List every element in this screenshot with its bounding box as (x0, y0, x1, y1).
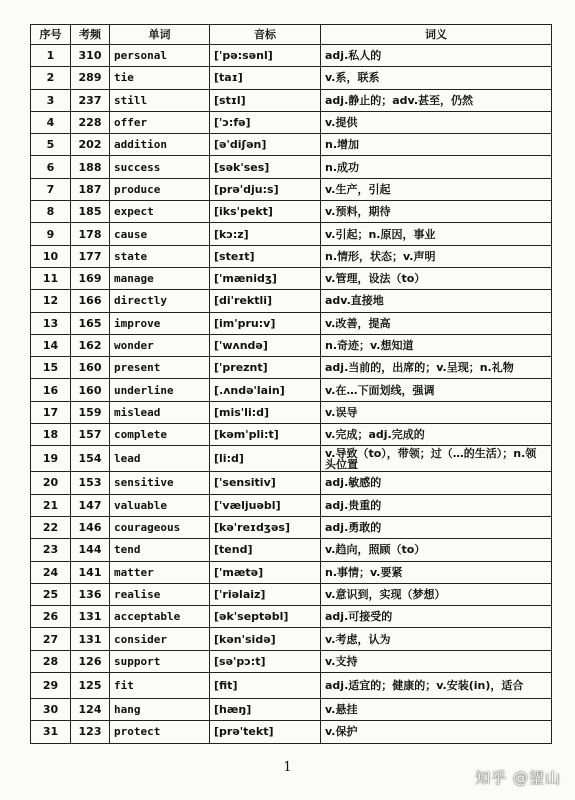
cell-frequency: 160 (71, 357, 110, 379)
table-row (31, 721, 552, 743)
table-row (31, 290, 552, 312)
cell-phonetic: [prə'tekt] (210, 721, 321, 743)
cell-word: valuable (110, 494, 210, 516)
cell-frequency: 126 (71, 650, 110, 672)
cell-word: improve (110, 312, 210, 334)
cell-word: state (110, 245, 210, 267)
header-word: 单词 (110, 25, 210, 45)
cell-definition: n.事情；v.要紧 (321, 561, 552, 583)
cell-definition: n.成功 (321, 156, 552, 178)
cell-phonetic: ['sensitiv] (210, 472, 321, 494)
cell-number: 31 (31, 721, 71, 743)
table-row (31, 673, 552, 699)
cell-number: 24 (31, 561, 71, 583)
cell-number: 4 (31, 111, 71, 133)
cell-frequency: 147 (71, 494, 110, 516)
table-row (31, 245, 552, 267)
cell-phonetic: [sək'ses] (210, 156, 321, 178)
cell-phonetic: ['ɔ:fə] (210, 111, 321, 133)
table-row (31, 67, 552, 89)
cell-number: 17 (31, 401, 71, 423)
cell-word: acceptable (110, 606, 210, 628)
cell-definition: n.奇迹；v.想知道 (321, 334, 552, 356)
table-row (31, 267, 552, 289)
cell-phonetic: [steɪt] (210, 245, 321, 267)
watermark: 知乎 @望山 (475, 769, 561, 787)
cell-definition: v.意识到，实现（梦想） (321, 583, 552, 605)
cell-frequency: 123 (71, 721, 110, 743)
cell-phonetic: [kə'reɪdʒəs] (210, 516, 321, 538)
cell-definition: v.导致（to），带领；过（…的生活）；n.领头位置 (321, 446, 552, 472)
cell-number: 25 (31, 583, 71, 605)
cell-phonetic: [.ʌndə'lain] (210, 379, 321, 401)
cell-phonetic: [di'rektli] (210, 290, 321, 312)
cell-definition: v.管理，设法（to） (321, 267, 552, 289)
cell-number: 23 (31, 539, 71, 561)
cell-word: consider (110, 628, 210, 650)
cell-number: 2 (31, 67, 71, 89)
cell-phonetic: ['mætə] (210, 561, 321, 583)
cell-number: 13 (31, 312, 71, 334)
cell-word: success (110, 156, 210, 178)
cell-word: mislead (110, 401, 210, 423)
cell-word: directly (110, 290, 210, 312)
cell-definition: adj.贵重的 (321, 494, 552, 516)
cell-word: underline (110, 379, 210, 401)
table-body (31, 45, 552, 744)
cell-definition: v.引起；n.原因，事业 (321, 223, 552, 245)
cell-phonetic: [mis'li:d] (210, 401, 321, 423)
cell-number: 5 (31, 134, 71, 156)
cell-number: 1 (31, 45, 71, 67)
cell-number: 9 (31, 223, 71, 245)
cell-word: expect (110, 201, 210, 223)
cell-frequency: 141 (71, 561, 110, 583)
table-row (31, 45, 552, 67)
cell-word: addition (110, 134, 210, 156)
cell-word: tend (110, 539, 210, 561)
cell-definition: adj.私人的 (321, 45, 552, 67)
cell-frequency: 177 (71, 245, 110, 267)
table-row (31, 494, 552, 516)
cell-phonetic: [kəm'pli:t] (210, 424, 321, 446)
cell-definition: v.完成；adj.完成的 (321, 424, 552, 446)
cell-phonetic: [iks'pekt] (210, 201, 321, 223)
table-row (31, 472, 552, 494)
table-row (31, 583, 552, 605)
cell-number: 11 (31, 267, 71, 289)
table-row (31, 111, 552, 133)
cell-number: 29 (31, 673, 71, 699)
cell-number: 12 (31, 290, 71, 312)
cell-definition: v.系，联系 (321, 67, 552, 89)
cell-word: offer (110, 111, 210, 133)
cell-word: cause (110, 223, 210, 245)
cell-word: courageous (110, 516, 210, 538)
cell-word: protect (110, 721, 210, 743)
cell-phonetic: [ə'diʃən] (210, 134, 321, 156)
cell-phonetic: [kɔ:z] (210, 223, 321, 245)
cell-phonetic: ['riəlaiz] (210, 583, 321, 605)
cell-phonetic: ['pə:sənl] (210, 45, 321, 67)
cell-phonetic: [stɪl] (210, 89, 321, 111)
cell-word: matter (110, 561, 210, 583)
page-number: 1 (283, 760, 292, 775)
cell-phonetic: ['væljuəbl] (210, 494, 321, 516)
cell-number: 18 (31, 424, 71, 446)
table-row (31, 539, 552, 561)
cell-number: 28 (31, 650, 71, 672)
table-row (31, 379, 552, 401)
cell-frequency: 178 (71, 223, 110, 245)
cell-word: wonder (110, 334, 210, 356)
cell-word: realise (110, 583, 210, 605)
cell-frequency: 136 (71, 583, 110, 605)
cell-phonetic: ['preznt] (210, 357, 321, 379)
cell-phonetic: [taɪ] (210, 67, 321, 89)
cell-definition: adj.适宜的；健康的；v.安装(in)，适合 (321, 673, 552, 699)
header-definition: 词义 (321, 25, 552, 45)
cell-number: 30 (31, 699, 71, 721)
table-row (31, 424, 552, 446)
cell-frequency: 146 (71, 516, 110, 538)
cell-frequency: 166 (71, 290, 110, 312)
cell-phonetic: [sə'pɔ:t] (210, 650, 321, 672)
cell-number: 14 (31, 334, 71, 356)
cell-phonetic: [fit] (210, 673, 321, 699)
cell-frequency: 153 (71, 472, 110, 494)
cell-word: present (110, 357, 210, 379)
cell-frequency: 237 (71, 89, 110, 111)
cell-phonetic: ['wʌndə] (210, 334, 321, 356)
cell-definition: v.趋向，照顾（to） (321, 539, 552, 561)
cell-frequency: 188 (71, 156, 110, 178)
cell-frequency: 187 (71, 178, 110, 200)
cell-definition: adj.敏感的 (321, 472, 552, 494)
cell-word: lead (110, 446, 210, 472)
cell-frequency: 131 (71, 628, 110, 650)
cell-number: 16 (31, 379, 71, 401)
table-row (31, 699, 552, 721)
cell-number: 10 (31, 245, 71, 267)
vocabulary-table (30, 24, 552, 744)
cell-definition: v.生产，引起 (321, 178, 552, 200)
cell-definition: v.支持 (321, 650, 552, 672)
table-row (31, 446, 552, 472)
cell-frequency: 169 (71, 267, 110, 289)
table-header-row (31, 25, 552, 45)
cell-definition: v.提供 (321, 111, 552, 133)
header-frequency: 考频 (71, 25, 110, 45)
cell-definition: adj.当前的，出席的；v.呈现；n.礼物 (321, 357, 552, 379)
table-row (31, 606, 552, 628)
cell-number: 27 (31, 628, 71, 650)
cell-frequency: 202 (71, 134, 110, 156)
table-row (31, 561, 552, 583)
table-row (31, 223, 552, 245)
cell-definition: adv.直接地 (321, 290, 552, 312)
cell-number: 21 (31, 494, 71, 516)
cell-number: 22 (31, 516, 71, 538)
cell-frequency: 124 (71, 699, 110, 721)
cell-frequency: 165 (71, 312, 110, 334)
cell-phonetic: [tend] (210, 539, 321, 561)
cell-definition: v.保护 (321, 721, 552, 743)
cell-phonetic: [hæŋ] (210, 699, 321, 721)
cell-word: produce (110, 178, 210, 200)
cell-definition: v.考虑，认为 (321, 628, 552, 650)
cell-definition: n.情形，状态；v.声明 (321, 245, 552, 267)
table-row (31, 178, 552, 200)
cell-definition: adj.可接受的 (321, 606, 552, 628)
table-row (31, 312, 552, 334)
cell-word: fit (110, 673, 210, 699)
table-row (31, 516, 552, 538)
header-phonetic: 音标 (210, 25, 321, 45)
cell-frequency: 154 (71, 446, 110, 472)
table-row (31, 156, 552, 178)
cell-phonetic: [prə'dju:s] (210, 178, 321, 200)
cell-frequency: 162 (71, 334, 110, 356)
cell-number: 7 (31, 178, 71, 200)
cell-frequency: 131 (71, 606, 110, 628)
cell-number: 3 (31, 89, 71, 111)
cell-word: support (110, 650, 210, 672)
cell-word: still (110, 89, 210, 111)
table-row (31, 357, 552, 379)
table-row (31, 628, 552, 650)
cell-word: personal (110, 45, 210, 67)
table-row (31, 89, 552, 111)
cell-frequency: 157 (71, 424, 110, 446)
table-row (31, 201, 552, 223)
cell-word: hang (110, 699, 210, 721)
cell-definition: v.误导 (321, 401, 552, 423)
header-number: 序号 (31, 25, 71, 45)
cell-number: 26 (31, 606, 71, 628)
cell-definition: n.增加 (321, 134, 552, 156)
cell-word: manage (110, 267, 210, 289)
cell-phonetic: ['mænidʒ] (210, 267, 321, 289)
cell-frequency: 289 (71, 67, 110, 89)
cell-frequency: 159 (71, 401, 110, 423)
table-row (31, 650, 552, 672)
cell-definition: adj.静止的；adv.甚至，仍然 (321, 89, 552, 111)
cell-word: complete (110, 424, 210, 446)
cell-frequency: 185 (71, 201, 110, 223)
cell-definition: v.在…下面划线，强调 (321, 379, 552, 401)
cell-phonetic: [kən'sidə] (210, 628, 321, 650)
cell-phonetic: [im'pru:v] (210, 312, 321, 334)
cell-frequency: 125 (71, 673, 110, 699)
table-row (31, 134, 552, 156)
cell-frequency: 144 (71, 539, 110, 561)
cell-word: sensitive (110, 472, 210, 494)
cell-word: tie (110, 67, 210, 89)
cell-frequency: 160 (71, 379, 110, 401)
table-row (31, 401, 552, 423)
table-row (31, 334, 552, 356)
cell-phonetic: [ək'septəbl] (210, 606, 321, 628)
cell-number: 8 (31, 201, 71, 223)
cell-number: 15 (31, 357, 71, 379)
cell-number: 6 (31, 156, 71, 178)
cell-frequency: 228 (71, 111, 110, 133)
cell-phonetic: [li:d] (210, 446, 321, 472)
cell-definition: v.预料，期待 (321, 201, 552, 223)
cell-definition: v.改善，提高 (321, 312, 552, 334)
cell-frequency: 310 (71, 45, 110, 67)
cell-number: 19 (31, 446, 71, 472)
cell-number: 20 (31, 472, 71, 494)
cell-definition: adj.勇敢的 (321, 516, 552, 538)
cell-definition: v.悬挂 (321, 699, 552, 721)
